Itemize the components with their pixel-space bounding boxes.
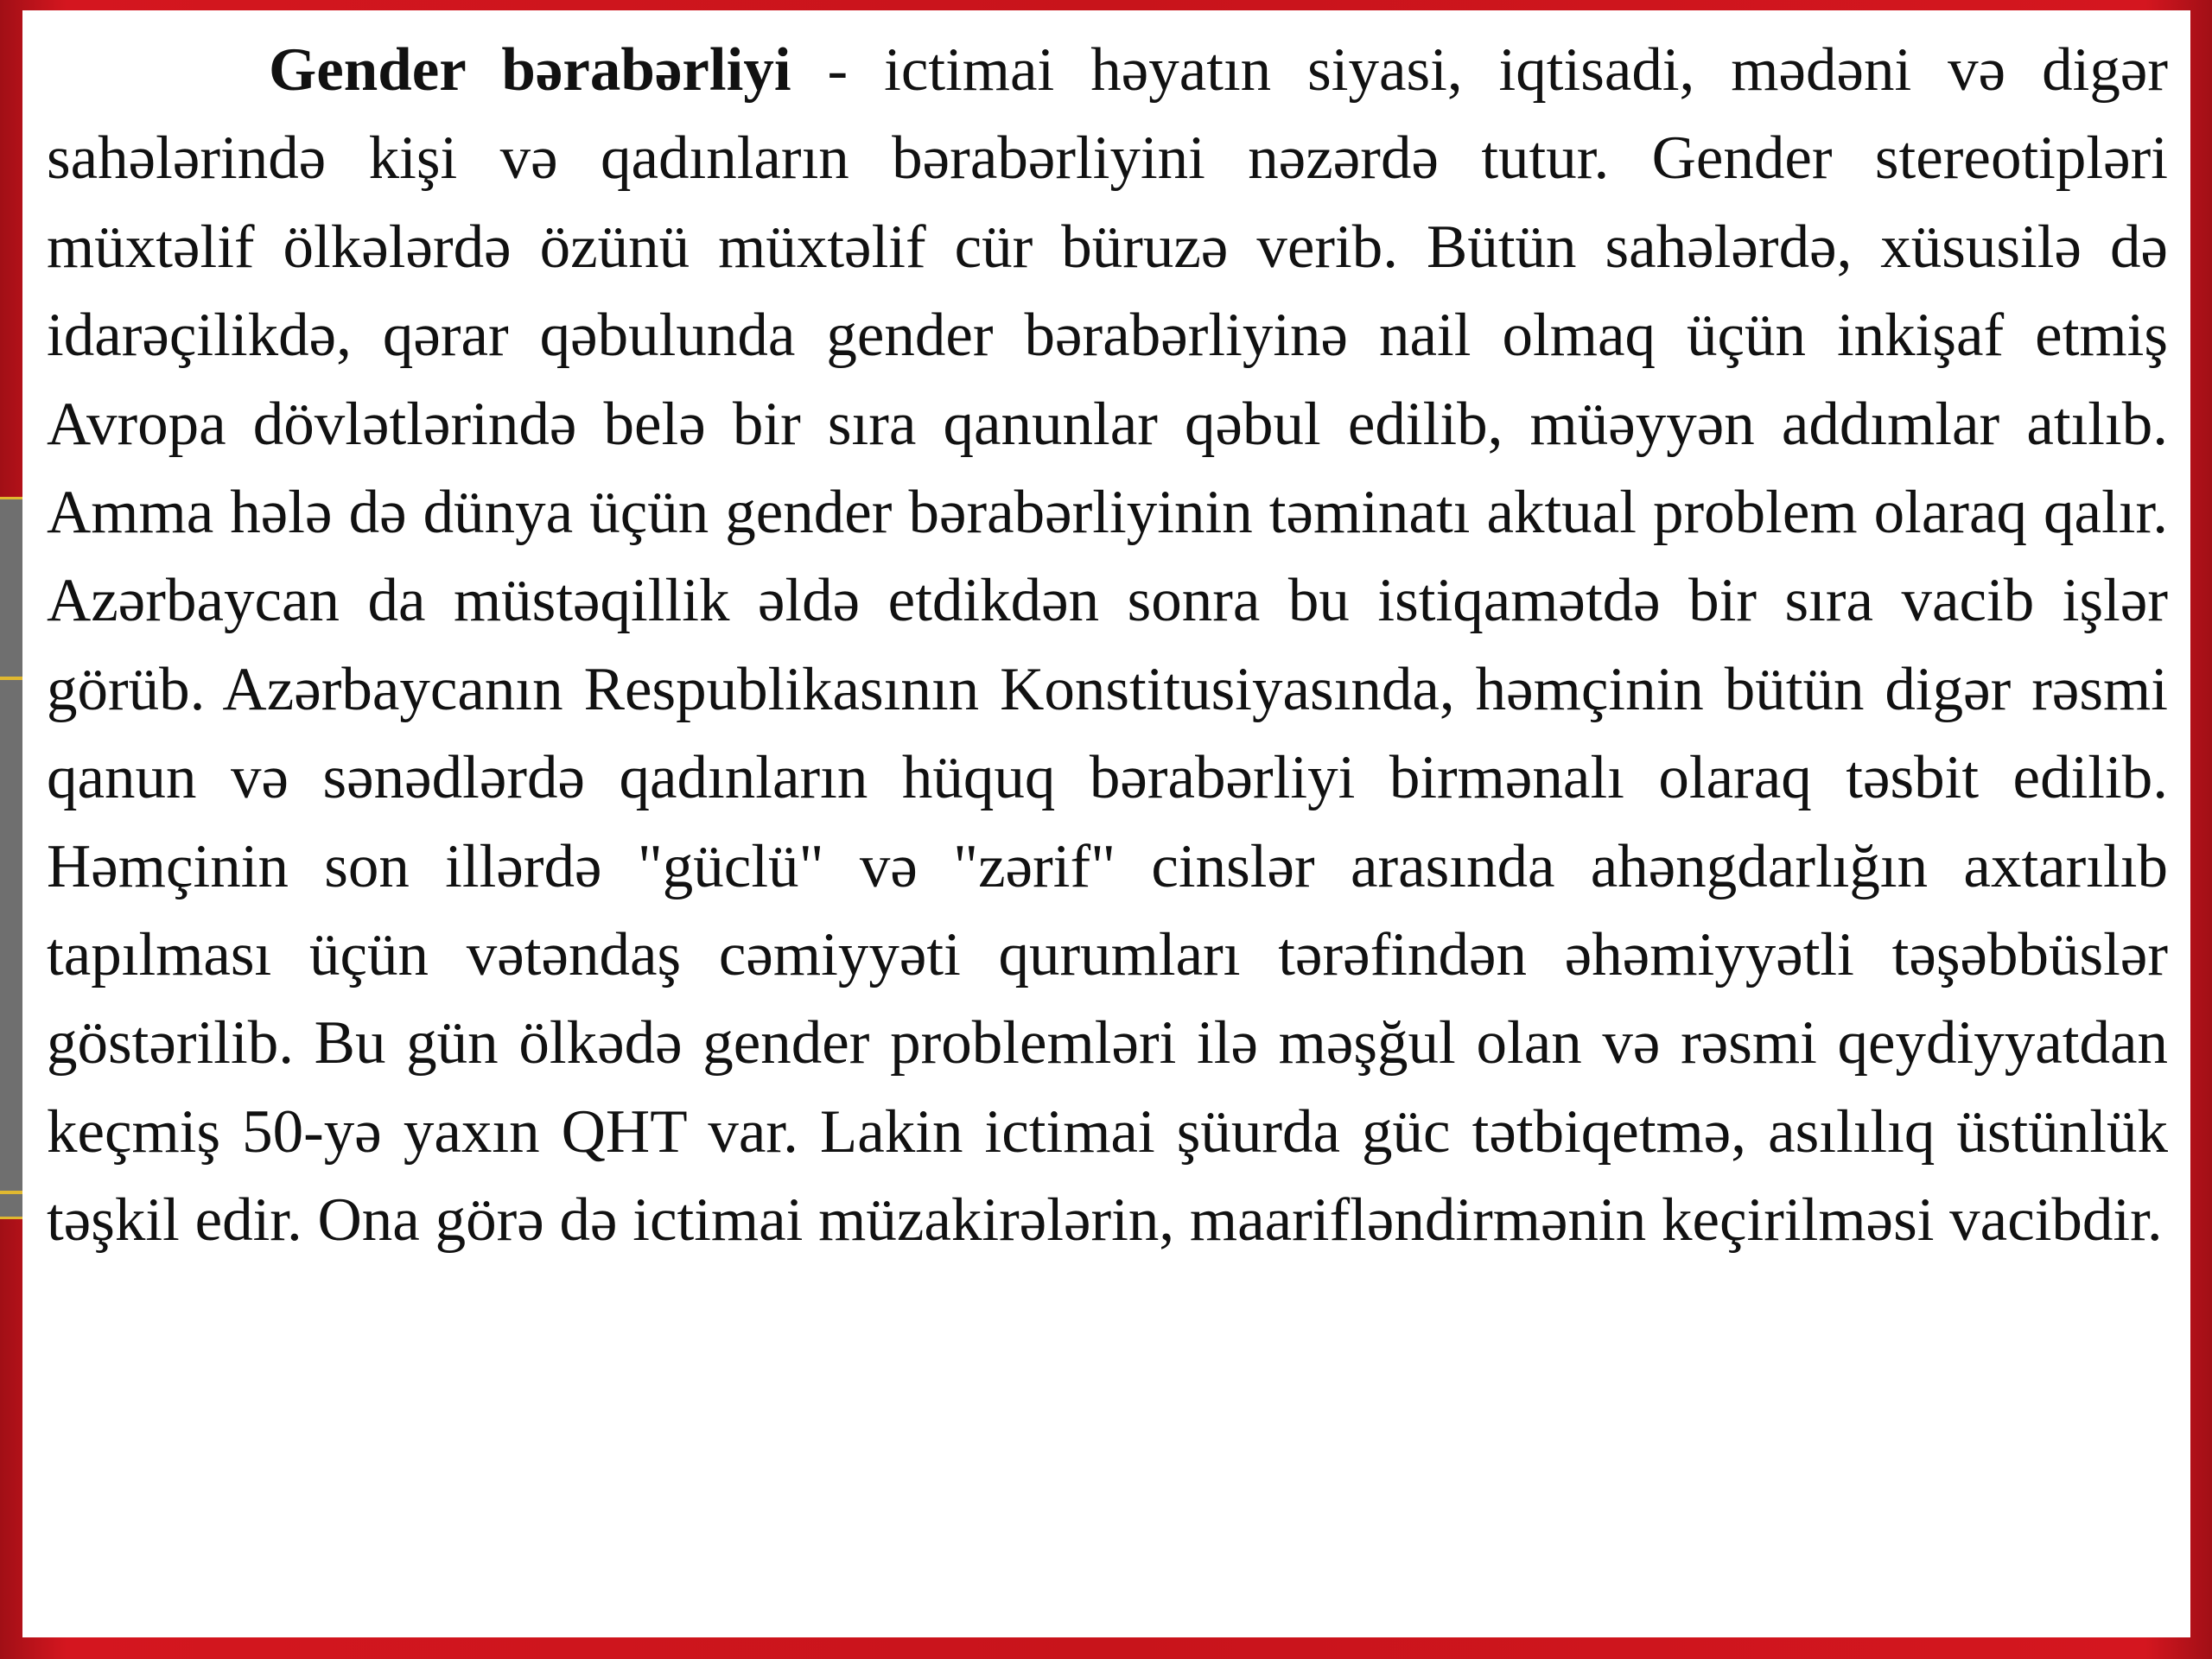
side-strip-decoration <box>0 497 22 1219</box>
heading-term: Gender bərabərliyi <box>269 36 791 104</box>
body-paragraph <box>47 26 2168 1265</box>
body-text: - ictimai həyatın siyasi, iqtisadi, mədəni və digər sahələrində kişi və qadınların bərabərliyini nəzərdə tutur. Gender stereotipləri müxtəlif ölkələrdə özünü müxtəlif cür büruzə verib. Bütün sahələrdə, xüsusilə də idarəçilikdə, qərar qəbulunda gender bərabərliyinə nail olmaq üçün inkişaf etmiş Avropa dövlətlərində belə bir sıra qanunlar qəbul edilib, müəyyən addımlar atılıb. Amma hələ də dünya üçün gender bərabərliyinin təminatı aktual problem olaraq qalır. Azərbaycan da müstəqillik əldə etdikdən sonra bu istiqamətdə bir sıra vacib işlər görüb. Azərbaycanın Respublikasının Konstitusiyasında, həmçinin bütün digər rəsmi qanun və sənədlərdə qadınların hüquq bərabərliyi birmənalı olaraq təsbit edilib. Həmçinin son illərdə "güclü" və "zərif" cinslər arasında ahəngdarlığın axtarılıb tapılması üçün vətəndaş cəmiyyəti qurumları tərəfindən əhəmiyyətli təşəbbüslər göstərilib. Bu gün ölkədə gender problemləri ilə məşğul olan və rəsmi qeydiyyatdan keçmiş 50-yə yaxın QHT var. Lakin ictimai şüurda güc tətbiqetmə, asılılıq üstünlük təşkil edir. Ona görə də ictimai müzakirələrin, maarifləndirmənin keçirilməsi vacibdir. <box>47 36 2168 1255</box>
text-page <box>22 10 2190 1637</box>
strip-mark <box>0 1191 22 1194</box>
strip-mark <box>0 677 22 680</box>
